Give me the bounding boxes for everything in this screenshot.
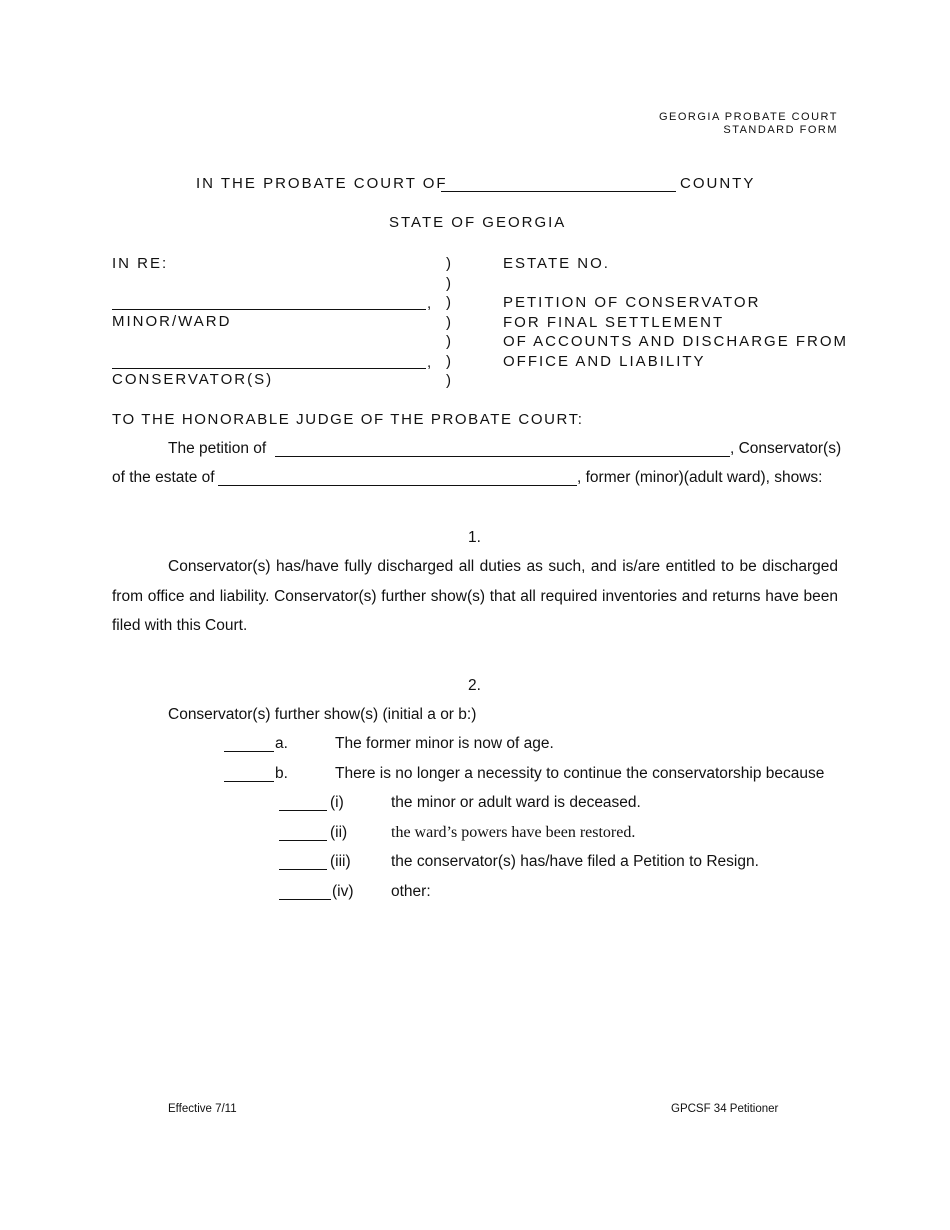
form-header bbox=[659, 111, 838, 136]
comma: , bbox=[427, 295, 434, 312]
petitioner-name-field[interactable] bbox=[275, 456, 730, 457]
footer-effective-date: Effective 7/11 bbox=[168, 1103, 237, 1115]
initial-iii-field[interactable] bbox=[279, 869, 327, 870]
petition-title-line: OF ACCOUNTS AND DISCHARGE FROM bbox=[503, 333, 849, 350]
initial-b-field[interactable] bbox=[224, 781, 274, 782]
section-2-number: 2. bbox=[468, 677, 481, 694]
section-1-number: 1. bbox=[468, 529, 481, 546]
option-b-label: b. bbox=[275, 765, 288, 782]
footer-form-id: GPCSF 34 Petitioner bbox=[671, 1103, 779, 1115]
caption-paren: ) bbox=[446, 372, 451, 389]
state-heading: STATE OF GEORGIA bbox=[389, 214, 567, 231]
comma: , bbox=[427, 354, 434, 371]
section-2-intro: Conservator(s) further show(s) (initial a or b:) bbox=[168, 706, 477, 723]
section-1-text: Conservator(s) has/have fully discharged all duties as such, and is/are entitled to be discharged from office and liability. Conservator(s) further show(s) that all required inventories and returns have been filed with this Court. bbox=[112, 558, 838, 634]
conservators-suffix: , Conservator(s) bbox=[730, 440, 842, 457]
in-re-label: IN RE: bbox=[112, 255, 169, 272]
court-prefix: IN THE PROBATE COURT OF bbox=[196, 175, 448, 192]
initial-a-field[interactable] bbox=[224, 751, 274, 752]
petition-of-label: The petition of bbox=[168, 440, 267, 457]
petition-title-line: OFFICE AND LIABILITY bbox=[503, 353, 706, 370]
county-field[interactable] bbox=[441, 191, 676, 192]
header-court-name: GEORGIA PROBATE COURT bbox=[658, 111, 838, 123]
caption-paren: ) bbox=[446, 255, 451, 272]
petition-title-line: PETITION OF CONSERVATOR bbox=[503, 294, 761, 311]
sub-option-iv-text: other: bbox=[391, 883, 431, 900]
sub-option-iv-label: (iv) bbox=[332, 883, 354, 900]
sub-option-iii-label: (iii) bbox=[330, 853, 351, 870]
minor-ward-label: MINOR/WARD bbox=[112, 313, 232, 330]
conservators-label: CONSERVATOR(S) bbox=[112, 371, 274, 388]
conservator-name-field[interactable] bbox=[112, 368, 426, 369]
initial-ii-field[interactable] bbox=[279, 840, 327, 841]
sub-option-ii-label: (ii) bbox=[330, 824, 348, 841]
sub-option-i-label: (i) bbox=[330, 794, 344, 811]
option-b-text: There is no longer a necessity to continue the conservatorship because bbox=[335, 765, 825, 782]
caption-paren: ) bbox=[446, 333, 451, 350]
initial-i-field[interactable] bbox=[279, 810, 327, 811]
estate-of-label: of the estate of bbox=[112, 469, 215, 486]
caption-paren: ) bbox=[446, 353, 451, 370]
caption-paren: ) bbox=[446, 314, 451, 331]
petition-title-line: FOR FINAL SETTLEMENT bbox=[503, 314, 725, 331]
header-standard-form: STANDARD FORM bbox=[723, 124, 838, 136]
former-suffix: , former (minor)(adult ward), shows: bbox=[577, 469, 823, 486]
initial-iv-field[interactable] bbox=[279, 899, 331, 900]
estate-no-label: ESTATE NO. bbox=[503, 255, 610, 272]
caption-paren: ) bbox=[446, 275, 451, 292]
caption-paren: ) bbox=[446, 294, 451, 311]
sub-option-ii-text: the ward’s powers have been restored. bbox=[391, 824, 636, 841]
court-suffix: COUNTY bbox=[680, 175, 756, 192]
sub-option-i-text: the minor or adult ward is deceased. bbox=[391, 794, 641, 811]
salutation: TO THE HONORABLE JUDGE OF THE PROBATE COURT: bbox=[112, 411, 584, 428]
option-a-label: a. bbox=[275, 735, 288, 752]
minor-ward-name-field[interactable] bbox=[112, 309, 426, 310]
sub-option-iii-text: the conservator(s) has/have filed a Petition to Resign. bbox=[391, 853, 759, 870]
ward-name-field[interactable] bbox=[218, 485, 577, 486]
option-a-text: The former minor is now of age. bbox=[335, 735, 554, 752]
